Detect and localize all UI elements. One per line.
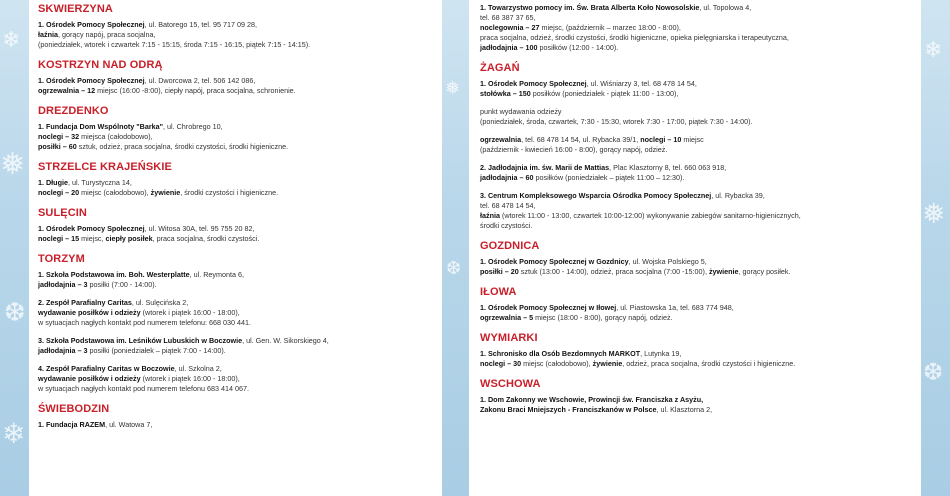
entry-text: posiłki (7:00 - 14:00).: [87, 280, 157, 289]
entry-line: [480, 23, 921, 33]
entry-text: miejsc (18:00 - 8:00), gorący napój, odzież.: [533, 313, 673, 322]
bold-text: noclegi – 32: [38, 132, 80, 141]
entry-line: [38, 374, 442, 384]
facility-entry: [480, 135, 921, 155]
entry-text: miejsc,: [79, 234, 106, 243]
entry-line: [38, 308, 442, 318]
bold-text: 4. Zespół Parafialny Caritas w Boczowie: [38, 364, 175, 373]
entry-text: , praca socjalna, środki czystości.: [152, 234, 260, 243]
entry-line: [480, 221, 921, 231]
entry-line: [480, 33, 921, 43]
facility-entry: [38, 420, 442, 430]
entry-text: miejsc (16:00 -8:00), ciepły napój, praca socjalna, schronienie.: [95, 86, 296, 95]
entry-line: [480, 257, 921, 267]
entry-text: środki czystości.: [480, 221, 533, 230]
entry-line: [480, 405, 921, 415]
town-heading: ŻAGAŃ: [480, 62, 520, 74]
bold-text: 1. Ośrodek Pomocy Społecznej: [38, 20, 145, 29]
facility-entry: [480, 257, 921, 277]
right-column: [469, 0, 921, 496]
bold-text: 1. Ośrodek Pomocy Społecznej: [38, 224, 145, 233]
bold-text: jadłodajnia – 100: [480, 43, 538, 52]
entry-text: miejsc (całodobowo),: [521, 359, 593, 368]
entry-text: , ul. Szkolna 2,: [174, 364, 222, 373]
entry-text: , ul. Topolowa 4,: [699, 3, 752, 12]
entry-line: [38, 30, 442, 40]
bold-text: ogrzewalnia: [480, 135, 522, 144]
town-section: [38, 59, 442, 96]
entry-text: , Plac Klasztorny 8, tel. 660 063 918,: [609, 163, 727, 172]
entry-line: [480, 13, 921, 23]
entry-text: , ul. Klasztorna 2,: [656, 405, 713, 414]
entry-text: (poniedziałek, wtorek i czwartek 7:15 - 15:15, środa 7:15 - 16:15, piątek 7:15 - 14:15).: [38, 40, 311, 49]
facility-entry: [38, 270, 442, 290]
entry-line: [38, 76, 442, 86]
town-heading: DREZDENKO: [38, 105, 109, 117]
bold-text: 2. Jadłodajnia im. św. Marii de Mattias: [480, 163, 610, 172]
entry-text: (październik - kwiecień 16:00 - 8:00), gorący napój, odzież.: [480, 145, 668, 154]
facility-entry: [480, 349, 921, 369]
facility-entry: [38, 76, 442, 96]
town-heading: SKWIERZYNA: [38, 3, 113, 15]
town-heading: TORZYM: [38, 253, 85, 265]
entry-line: [38, 364, 442, 374]
entry-text: , gorący napój, praca socjalna,: [57, 30, 156, 39]
entry-text: , ul. Turystyczna 14,: [67, 178, 132, 187]
town-section: [38, 207, 442, 244]
entry-text: , ul. Wiśniarzy 3, tel. 68 478 14 54,: [586, 79, 697, 88]
entry-text: miejsca (całodobowo),: [79, 132, 153, 141]
entry-line: [38, 298, 442, 308]
bold-text: 3. Szkoła Podstawowa im. Leśników Lubuskich w Boczowie: [38, 336, 243, 345]
bold-text: żywienie: [708, 267, 739, 276]
snowflake-decoration: ❄: [2, 417, 26, 450]
entry-text: w sytuacjach nagłych kontakt pod numerem telefonu: 668 030 441.: [38, 318, 251, 327]
entry-line: [38, 318, 442, 328]
town-section: [38, 253, 442, 394]
town-section: [480, 62, 921, 231]
entry-line: [480, 135, 921, 145]
snowflake-decoration: ❆: [4, 298, 26, 328]
entry-line: [38, 224, 442, 234]
entry-text: , ul. Piastowska 1a, tel. 683 774 948,: [616, 303, 734, 312]
bold-text: 1. Fundacja Dom Wspólnoty "Barka": [38, 122, 164, 131]
bold-text: jadłodajnia – 3: [38, 280, 88, 289]
facility-entry: [480, 191, 921, 231]
entry-line: [38, 132, 442, 142]
entry-line: [38, 336, 442, 346]
bold-text: posiłki – 20: [480, 267, 519, 276]
entry-text: , Lutynka 19,: [640, 349, 682, 358]
bold-text: 1. Ośrodek Pomocy Społecznej w Iłowej: [480, 303, 617, 312]
entry-line: [480, 163, 921, 173]
bold-text: wydawanie posiłków i odzieży: [38, 308, 141, 317]
entry-text: praca socjalna, odzież, środki czystości, środki higieniczne, opieka pielęgniarska i terapeutyczna,: [480, 33, 789, 42]
entry-line: [38, 270, 442, 280]
entry-text: posiłków (poniedziałek - piątek 11:00 - 13:00),: [530, 89, 679, 98]
bold-text: noclegi – 10: [640, 135, 682, 144]
bold-text: 1. Dom Zakonny we Wschowie, Prowincji św. Franciszka z Asyżu,: [480, 395, 704, 404]
entry-line: [480, 173, 921, 183]
entry-line: [38, 280, 442, 290]
facility-entry: [480, 3, 921, 53]
town-heading: WYMIARKI: [480, 332, 538, 344]
snowflake-decoration: ❅: [922, 197, 946, 230]
entry-text: , ul. Rybacka 39,: [711, 191, 765, 200]
facility-entry: [480, 107, 921, 127]
bold-text: żywienie: [150, 188, 181, 197]
bold-text: 1. Ośrodek Pomocy Społecznej: [480, 79, 587, 88]
entry-line: [38, 234, 442, 244]
entry-text: (wtorek i piątek 16:00 - 18:00),: [140, 308, 240, 317]
entry-text: miejsc, (październik – marzec 18:00 - 8:00),: [539, 23, 681, 32]
entry-line: [480, 145, 921, 155]
bold-text: 1. Schronisko dla Osób Bezdomnych MARKOT: [480, 349, 641, 358]
entry-line: [38, 40, 442, 50]
entry-line: [480, 359, 921, 369]
entry-line: [38, 178, 442, 188]
town-section: [38, 161, 442, 198]
entry-text: sztuk (13:00 - 14:00), odzież, praca socjalna (7:00 -15:00),: [518, 267, 709, 276]
snowflake-decoration: ❄: [924, 38, 943, 63]
entry-text: , ul. Gen. W. Sikorskiego 4,: [242, 336, 329, 345]
snowflake-decoration: ❅: [445, 78, 461, 99]
entry-text: , ul. Watowa 7,: [105, 420, 153, 429]
town-section: [480, 240, 921, 277]
entry-text: (wtorek i piątek 16:00 - 18:00),: [140, 374, 240, 383]
entry-text: , ul. Wojska Polskiego 5,: [628, 257, 707, 266]
entry-text: , gorący posiłek.: [738, 267, 791, 276]
entry-line: [480, 3, 921, 13]
town-heading: IŁOWA: [480, 286, 517, 298]
entry-line: [38, 122, 442, 132]
bold-text: ciepły posiłek: [105, 234, 153, 243]
entry-text: , ul. Sulęcińska 2,: [131, 298, 189, 307]
entry-line: [480, 349, 921, 359]
entry-line: [480, 79, 921, 89]
entry-line: [480, 89, 921, 99]
town-section: [38, 403, 442, 430]
left-column: [29, 0, 442, 496]
entry-line: [480, 43, 921, 53]
bold-text: noclegi – 15: [38, 234, 80, 243]
entry-text: (poniedziałek, środa, czwartek, 7:30 - 15:30, wtorek 7:30 - 17:00, piątek 7:30 - 14:00).: [480, 117, 753, 126]
snowflake-decoration: ❆: [923, 358, 944, 386]
entry-text: miejsc (całodobowo),: [79, 188, 151, 197]
facility-entry: [38, 20, 442, 50]
entry-text: , ul. Witosa 30A, tel. 95 755 20 82,: [144, 224, 255, 233]
bold-text: 1. Ośrodek Pomocy Społecznej: [38, 76, 145, 85]
town-section: [480, 378, 921, 415]
entry-text: w sytuacjach nagłych kontakt pod numerem telefonu 683 414 067.: [38, 384, 249, 393]
bold-text: noclegownia – 27: [480, 23, 540, 32]
bold-text: noclegi – 20: [38, 188, 80, 197]
entry-text: , środki czystości i higieniczne.: [180, 188, 279, 197]
snowflake-decoration: ❄: [2, 28, 21, 53]
snowflake-decoration: ❆: [446, 258, 462, 279]
facility-entry: [38, 336, 442, 356]
town-heading: KOSTRZYN NAD ODRĄ: [38, 59, 163, 71]
bold-text: 2. Zespół Parafialny Caritas: [38, 298, 132, 307]
facility-entry: [480, 163, 921, 183]
bold-text: jadłodajnia – 3: [38, 346, 88, 355]
entry-line: [38, 20, 442, 30]
snowflake-decoration: ❅: [0, 147, 26, 182]
entry-line: [38, 142, 442, 152]
entry-line: [480, 201, 921, 211]
entry-text: , ul. Reymonta 6,: [189, 270, 244, 279]
facility-entry: [38, 364, 442, 394]
entry-line: [38, 384, 442, 394]
town-heading: WSCHOWA: [480, 378, 541, 390]
town-heading: ŚWIEBODZIN: [38, 403, 110, 415]
town-section: [480, 3, 921, 53]
entry-line: [480, 303, 921, 313]
facility-entry: [480, 79, 921, 99]
bold-text: 1. Towarzystwo pomocy im. Św. Brata Alberta Koło Nowosolskie: [480, 3, 700, 12]
bold-text: łaźnia: [38, 30, 58, 39]
bold-text: wydawanie posiłków i odzieży: [38, 374, 141, 383]
bold-text: ogrzewalnia – 12: [38, 86, 96, 95]
entry-line: [480, 211, 921, 221]
entry-text: , odzież, praca socjalna, środki czystości i higieniczne.: [622, 359, 796, 368]
entry-line: [38, 86, 442, 96]
entry-text: posiłki (poniedziałek – piątek 7:00 - 14:00).: [87, 346, 226, 355]
entry-line: [480, 107, 921, 117]
town-section: [480, 286, 921, 323]
entry-text: sztuk, odzież, praca socjalna, środki czystości, środki higieniczne.: [76, 142, 289, 151]
entry-line: [480, 267, 921, 277]
bold-text: 1. Długie: [38, 178, 68, 187]
facility-entry: [38, 178, 442, 198]
bold-text: 3. Centrum Kompleksowego Wsparcia Ośrodka Pomocy Społecznej: [480, 191, 712, 200]
entry-text: tel. 68 478 14 54,: [480, 201, 536, 210]
entry-line: [480, 117, 921, 127]
bold-text: stołówka – 150: [480, 89, 531, 98]
entry-line: [480, 395, 921, 405]
bold-text: noclegi – 30: [480, 359, 522, 368]
entry-line: [38, 188, 442, 198]
entry-text: miejsc: [681, 135, 704, 144]
facility-entry: [38, 224, 442, 244]
bold-text: żywienie: [592, 359, 623, 368]
bold-text: 1. Szkoła Podstawowa im. Boh. Westerplatte: [38, 270, 190, 279]
bold-text: 1. Fundacja RAZEM: [38, 420, 106, 429]
town-section: [480, 332, 921, 369]
entry-text: , ul. Dworcowa 2, tel. 506 142 086,: [144, 76, 256, 85]
entry-text: posiłków (12:00 - 14:00).: [537, 43, 619, 52]
town-heading: STRZELCE KRAJEŃSKIE: [38, 161, 172, 173]
entry-line: [38, 346, 442, 356]
entry-text: tel. 68 387 37 65,: [480, 13, 536, 22]
entry-text: posiłków (poniedziałek – piątek 11:00 – 12:30).: [533, 173, 685, 182]
entry-line: [480, 191, 921, 201]
bold-text: ogrzewalnia – 5: [480, 313, 534, 322]
town-heading: GOZDNICA: [480, 240, 540, 252]
facility-entry: [38, 122, 442, 152]
bold-text: posiłki – 60: [38, 142, 77, 151]
town-heading: SULĘCIN: [38, 207, 87, 219]
entry-line: [480, 313, 921, 323]
bold-text: jadłodajnia – 60: [480, 173, 534, 182]
entry-line: [38, 420, 442, 430]
bold-text: Zakonu Braci Mniejszych - Franciszkanów w Polsce: [480, 405, 657, 414]
bold-text: 1. Ośrodek Pomocy Społecznej w Gozdnicy: [480, 257, 629, 266]
entry-text: (wtorek 11:00 - 13:00, czwartek 10:00-12:00) wykonywanie zabiegów sanitarno-higienicznych,: [499, 211, 801, 220]
town-section: [38, 105, 442, 152]
facility-entry: [480, 303, 921, 323]
entry-text: punkt wydawania odzieży: [480, 107, 562, 116]
entry-text: , ul. Batorego 15, tel. 95 717 09 28,: [144, 20, 257, 29]
facility-entry: [38, 298, 442, 328]
town-section: [38, 3, 442, 50]
bold-text: łaźnia: [480, 211, 500, 220]
facility-entry: [480, 395, 921, 415]
entry-text: , ul. Chrobrego 10,: [163, 122, 223, 131]
entry-text: , tel. 68 478 14 54, ul. Rybacka 39/1,: [521, 135, 641, 144]
